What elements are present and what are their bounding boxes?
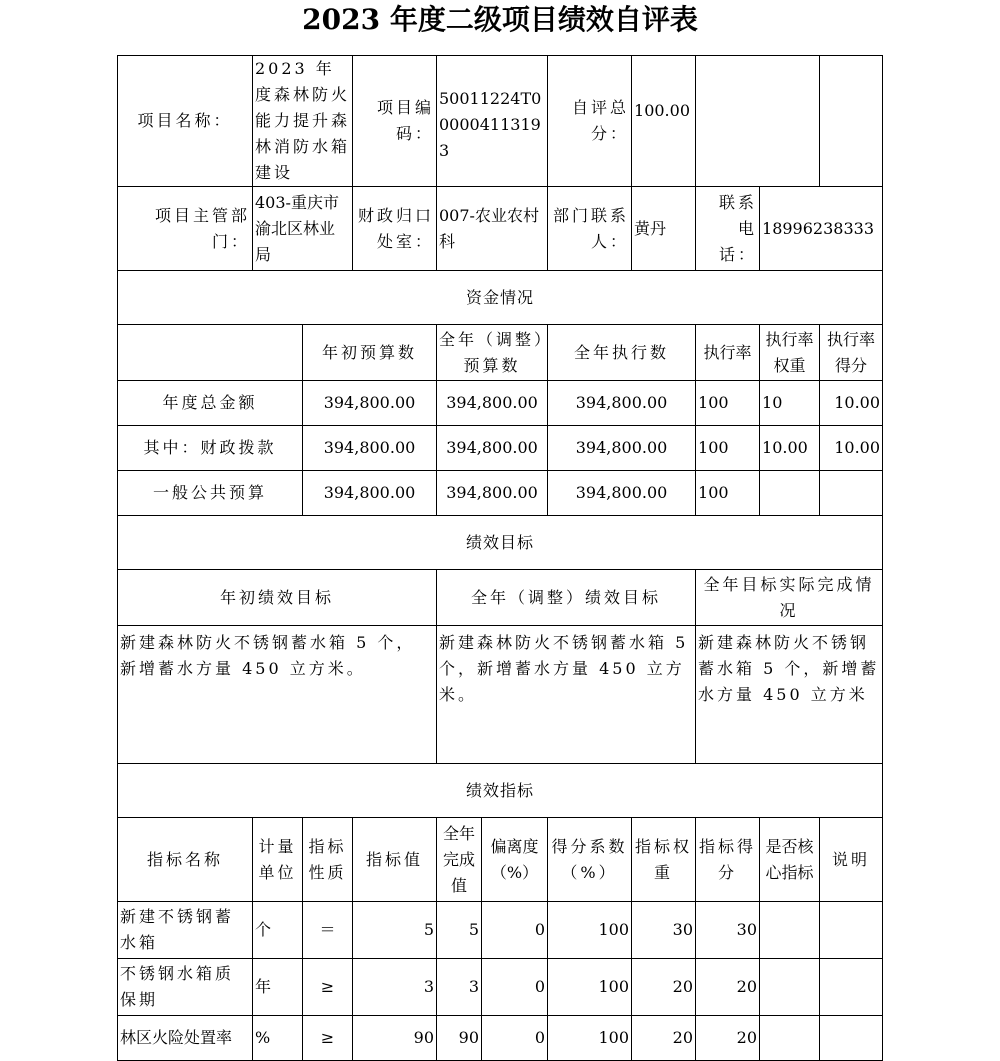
ind-score: 20 — [696, 959, 760, 1016]
funds-weight: 10 — [760, 381, 820, 426]
funds-score: 10.00 — [820, 426, 883, 471]
finance-office-value: 007-农业农村科 — [437, 187, 548, 271]
ind-weight: 30 — [632, 902, 696, 959]
phone-label: 联系电话： — [696, 187, 760, 271]
indicator-row — [118, 902, 883, 959]
funds-row — [118, 381, 883, 426]
funds-weight: 10.00 — [760, 426, 820, 471]
self-score-value: 100.00 — [632, 56, 696, 187]
funds-row — [118, 426, 883, 471]
project-name-label: 项目名称： — [118, 56, 253, 187]
funds-executed: 394,800.00 — [548, 426, 696, 471]
ind-name: 新建不锈钢蓄水箱 — [118, 902, 253, 959]
funds-adjusted: 394,800.00 — [437, 426, 548, 471]
ind-nature: ≥ — [303, 1016, 353, 1061]
finance-office-label: 财政归口处室： — [353, 187, 437, 271]
self-score-label: 自评总分： — [548, 56, 632, 187]
ind-header-weight: 指标权重 — [632, 818, 696, 902]
funds-row-label: 年度总金额 — [118, 381, 303, 426]
goals-initial-text: 新建森林防火不锈钢蓄水箱 5 个，新增蓄水方量 450 立方米。 — [118, 626, 437, 764]
funds-header-adjusted: 全年（调整）预算数 — [437, 325, 548, 381]
funds-initial: 394,800.00 — [303, 381, 437, 426]
funds-initial: 394,800.00 — [303, 426, 437, 471]
funds-row — [118, 471, 883, 516]
project-code-label: 项目编码： — [353, 56, 437, 187]
evaluation-table — [117, 55, 883, 1061]
funds-header-rate: 执行率 — [696, 325, 760, 381]
funds-row-label: 其中：财政拨款 — [118, 426, 303, 471]
empty-cell — [118, 325, 303, 381]
ind-header-score: 指标得分 — [696, 818, 760, 902]
ind-score: 20 — [696, 1016, 760, 1061]
indicators-section-header — [118, 764, 883, 818]
funds-header-row — [118, 325, 883, 381]
ind-target: 3 — [353, 959, 437, 1016]
ind-score: 30 — [696, 902, 760, 959]
funds-initial: 394,800.00 — [303, 471, 437, 516]
goals-actual-text: 新建森林防火不锈钢蓄水箱 5 个，新增蓄水方量 450 立方米 — [696, 626, 883, 764]
project-code-value: 50011224T000004113193 — [437, 56, 548, 187]
ind-header-note: 说明 — [820, 818, 883, 902]
ind-note — [820, 1016, 883, 1061]
ind-header-nature: 指标性质 — [303, 818, 353, 902]
project-name-value: 2023 年度森林防火能力提升森林消防水箱建设 — [253, 56, 353, 187]
funds-weight — [760, 471, 820, 516]
ind-core — [760, 959, 820, 1016]
ind-name: 林区火险处置率 — [118, 1016, 253, 1061]
goals-header-initial: 年初绩效目标 — [118, 570, 437, 626]
dept-value: 403-重庆市渝北区林业局 — [253, 187, 353, 271]
contact-value: 黄丹 — [632, 187, 696, 271]
goals-content-row — [118, 626, 883, 764]
ind-header-target: 指标值 — [353, 818, 437, 902]
project-info-row-1 — [118, 56, 883, 187]
funds-header-score: 执行率得分 — [820, 325, 883, 381]
goals-header-row — [118, 570, 883, 626]
ind-name: 不锈钢水箱质保期 — [118, 959, 253, 1016]
ind-coef: 100 — [548, 959, 632, 1016]
ind-weight: 20 — [632, 959, 696, 1016]
phone-value: 18996238333 — [760, 187, 883, 271]
funds-score: 10.00 — [820, 381, 883, 426]
funds-header-executed: 全年执行数 — [548, 325, 696, 381]
dept-label: 项目主管部门： — [118, 187, 253, 271]
empty-cell — [820, 56, 883, 187]
goals-header-adjusted: 全年（调整）绩效目标 — [437, 570, 696, 626]
ind-deviation: 0 — [482, 902, 548, 959]
indicators-header-row — [118, 818, 883, 902]
funds-rate: 100 — [696, 381, 760, 426]
ind-weight: 20 — [632, 1016, 696, 1061]
ind-header-name: 指标名称 — [118, 818, 253, 902]
ind-core — [760, 1016, 820, 1061]
ind-target: 5 — [353, 902, 437, 959]
ind-unit: % — [253, 1016, 303, 1061]
funds-section-header — [118, 271, 883, 325]
funds-adjusted: 394,800.00 — [437, 471, 548, 516]
funds-rate: 100 — [696, 471, 760, 516]
ind-nature: ≥ — [303, 959, 353, 1016]
ind-note — [820, 902, 883, 959]
ind-actual: 3 — [437, 959, 482, 1016]
ind-nature: ＝ — [303, 902, 353, 959]
goals-section-header — [118, 516, 883, 570]
ind-deviation: 0 — [482, 1016, 548, 1061]
funds-row-label: 一般公共预算 — [118, 471, 303, 516]
empty-cell — [696, 56, 820, 187]
funds-section-title: 资金情况 — [118, 271, 883, 325]
ind-coef: 100 — [548, 902, 632, 959]
goals-header-actual: 全年目标实际完成情况 — [696, 570, 883, 626]
funds-executed: 394,800.00 — [548, 471, 696, 516]
page-title: 2023 年度二级项目绩效自评表 — [302, 3, 698, 36]
indicator-row — [118, 959, 883, 1016]
funds-rate: 100 — [696, 426, 760, 471]
ind-unit: 年 — [253, 959, 303, 1016]
funds-header-initial: 年初预算数 — [303, 325, 437, 381]
contact-label: 部门联系人： — [548, 187, 632, 271]
goals-section-title: 绩效目标 — [118, 516, 883, 570]
ind-note — [820, 959, 883, 1016]
indicators-section-title: 绩效指标 — [118, 764, 883, 818]
ind-header-actual: 全年完成值 — [437, 818, 482, 902]
project-info-row-2 — [118, 187, 883, 271]
goals-adjusted-text: 新建森林防火不锈钢蓄水箱 5 个，新增蓄水方量 450 立方米。 — [437, 626, 696, 764]
ind-actual: 90 — [437, 1016, 482, 1061]
funds-header-weight: 执行率权重 — [760, 325, 820, 381]
ind-deviation: 0 — [482, 959, 548, 1016]
funds-score — [820, 471, 883, 516]
ind-target: 90 — [353, 1016, 437, 1061]
funds-executed: 394,800.00 — [548, 381, 696, 426]
ind-actual: 5 — [437, 902, 482, 959]
ind-header-deviation: 偏离度（%） — [482, 818, 548, 902]
ind-header-coef: 得分系数（%） — [548, 818, 632, 902]
funds-adjusted: 394,800.00 — [437, 381, 548, 426]
indicator-row — [118, 1016, 883, 1061]
ind-coef: 100 — [548, 1016, 632, 1061]
ind-header-unit: 计量单位 — [253, 818, 303, 902]
ind-unit: 个 — [253, 902, 303, 959]
ind-core — [760, 902, 820, 959]
ind-header-core: 是否核心指标 — [760, 818, 820, 902]
